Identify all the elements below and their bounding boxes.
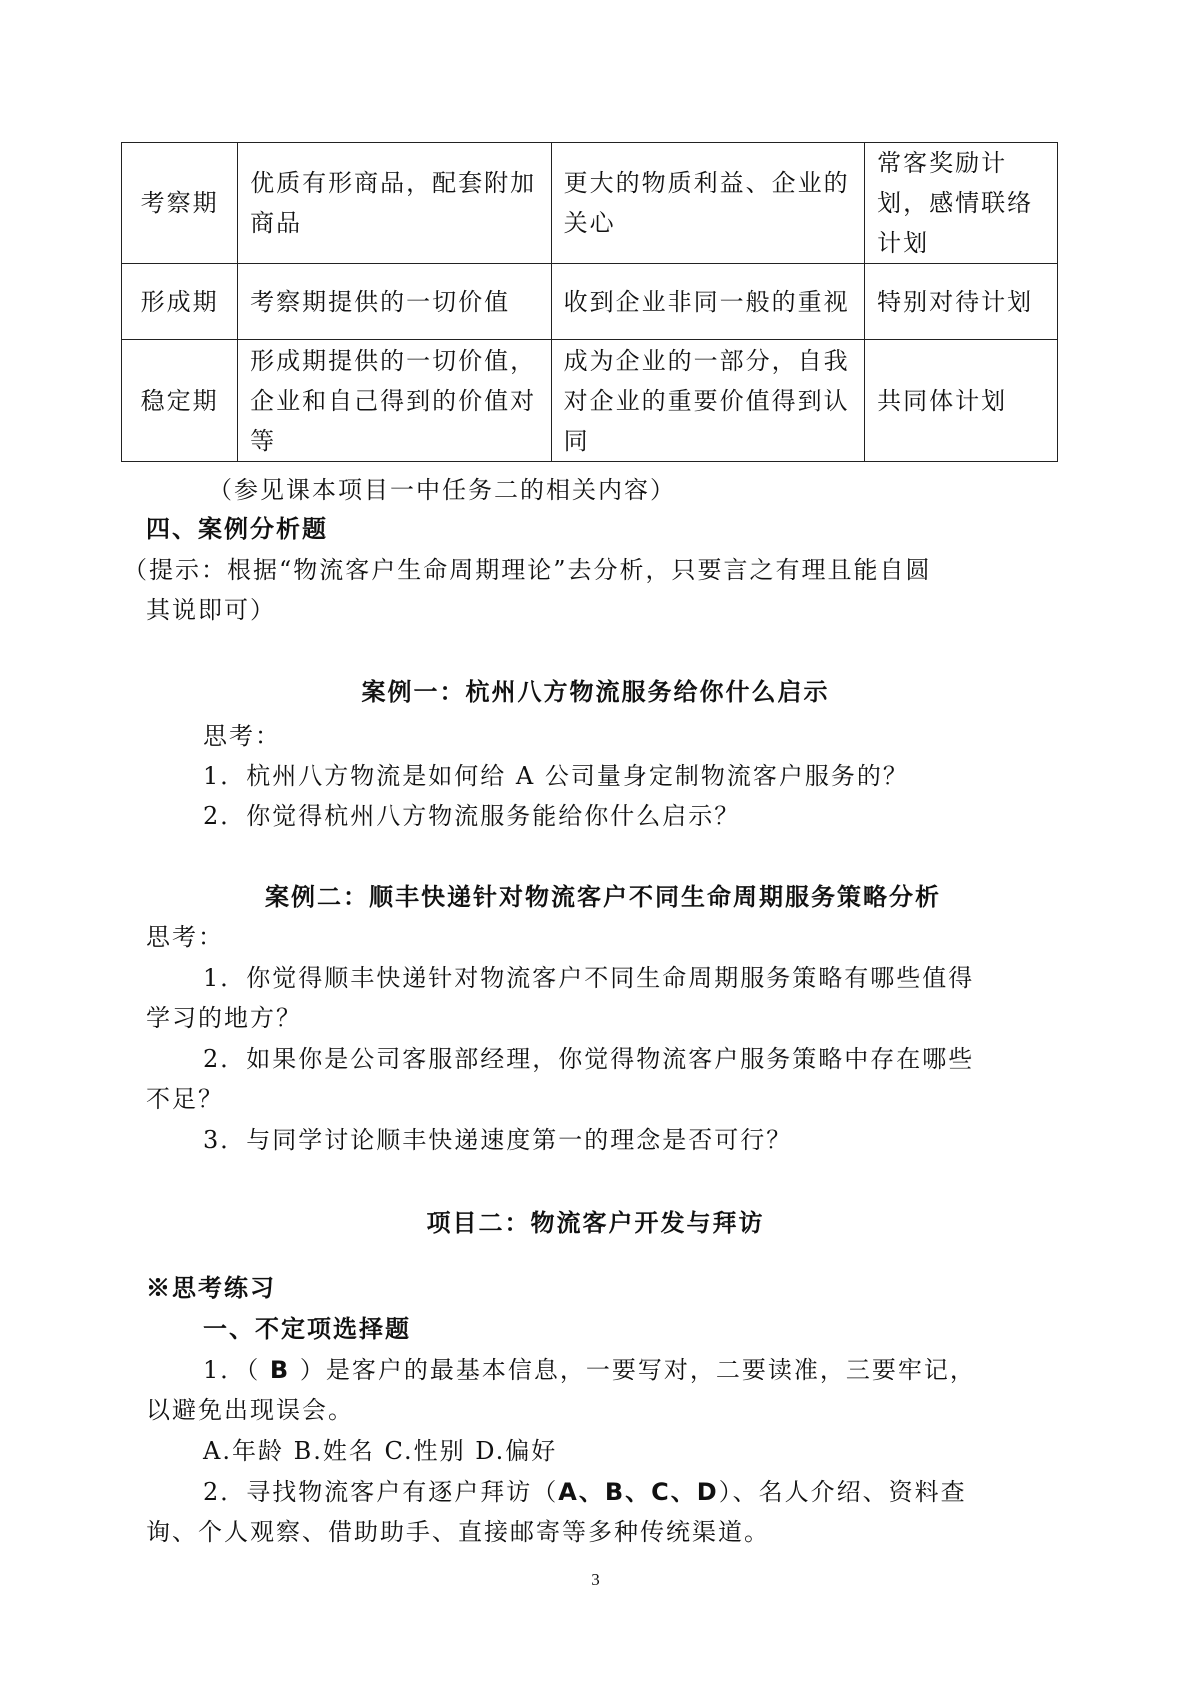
- hint-text: 其说即可）: [146, 596, 276, 624]
- table-row: [122, 264, 1058, 340]
- table-row: [122, 143, 1058, 264]
- question-1: [203, 1350, 976, 1390]
- question-text: 1．杭州八方物流是如何给 A 公司量身定制物流客户服务的？: [203, 762, 909, 790]
- table-cell-value: 考察期提供的一切价值: [238, 264, 551, 340]
- table-cell-value: 优质有形商品，配套附加商品: [238, 143, 551, 264]
- table-cell-stage: 考察期: [122, 143, 238, 264]
- table-cell-value: 形成期提供的一切价值，企业和自己得到的价值对等: [238, 340, 551, 462]
- table-cell-plan: 共同体计划: [865, 340, 1058, 462]
- question-text: 2．你觉得杭州八方物流服务能给你什么启示？: [203, 802, 741, 830]
- section-heading-case-analysis: 四、案例分析题: [146, 514, 328, 543]
- think-label: 思考：: [146, 923, 224, 951]
- table-cell-stage: 稳定期: [122, 340, 238, 462]
- think-label: 思考：: [203, 722, 281, 750]
- answer-text: B: [269, 1356, 291, 1384]
- question-text: 学习的地方？: [146, 1004, 302, 1032]
- table-cell-need: 收到企业非同一般的重视: [551, 264, 864, 340]
- hint-text: （提示：根据“物流客户生命周期理论”去分析，只要言之有理且能自圆: [123, 556, 932, 584]
- options-text: A.年龄 B.姓名 C.性别 D.偏好: [203, 1437, 558, 1465]
- project-title: 项目二：物流客户开发与拜访: [426, 1208, 765, 1237]
- table-cell-stage: 形成期: [122, 264, 238, 340]
- question-text: ）、名人介绍、资料查: [718, 1478, 967, 1506]
- table-cell-need: 更大的物质利益、企业的关心: [551, 143, 864, 264]
- question-text: 1．你觉得顺丰快递针对物流客户不同生命周期服务策略有哪些值得: [203, 964, 975, 992]
- question-text: 不足？: [146, 1085, 224, 1113]
- customer-lifecycle-table: [121, 142, 1058, 462]
- table-cell-plan: 常客奖励计划，感情联络计划: [865, 143, 1058, 264]
- case-title: 案例一：杭州八方物流服务给你什么启示: [361, 677, 830, 706]
- table-row: [122, 340, 1058, 462]
- question-text: ）是客户的最基本信息，一要写对，二要读准，三要牢记，: [290, 1356, 976, 1384]
- question-text: 询、个人观察、借助助手、直接邮寄等多种传统渠道。: [146, 1518, 770, 1546]
- case-title: 案例二：顺丰快递针对物流客户不同生命周期服务策略分析: [265, 882, 941, 911]
- table-cell-need: 成为企业的一部分，自我对企业的重要价值得到认同: [551, 340, 864, 462]
- exercise-heading: ※思考练习: [146, 1273, 276, 1302]
- section-heading-multiple-choice: 一、不定项选择题: [203, 1314, 411, 1343]
- question-text: 3．与同学讨论顺丰快递速度第一的理念是否可行？: [203, 1126, 793, 1154]
- question-2: [203, 1472, 967, 1512]
- table-cell-plan: 特别对待计划: [865, 264, 1058, 340]
- answer-text: A、B、C、D: [558, 1478, 719, 1506]
- question-text: 2．如果你是公司客服部经理，你觉得物流客户服务策略中存在哪些: [203, 1045, 975, 1073]
- reference-note: （参见课本项目一中任务二的相关内容）: [208, 476, 676, 504]
- question-text: 1．（: [203, 1356, 270, 1384]
- page-number: 3: [591, 1570, 600, 1589]
- question-text: 2．寻找物流客户有逐户拜访（: [203, 1478, 559, 1506]
- question-text: 以避免出现误会。: [146, 1396, 354, 1424]
